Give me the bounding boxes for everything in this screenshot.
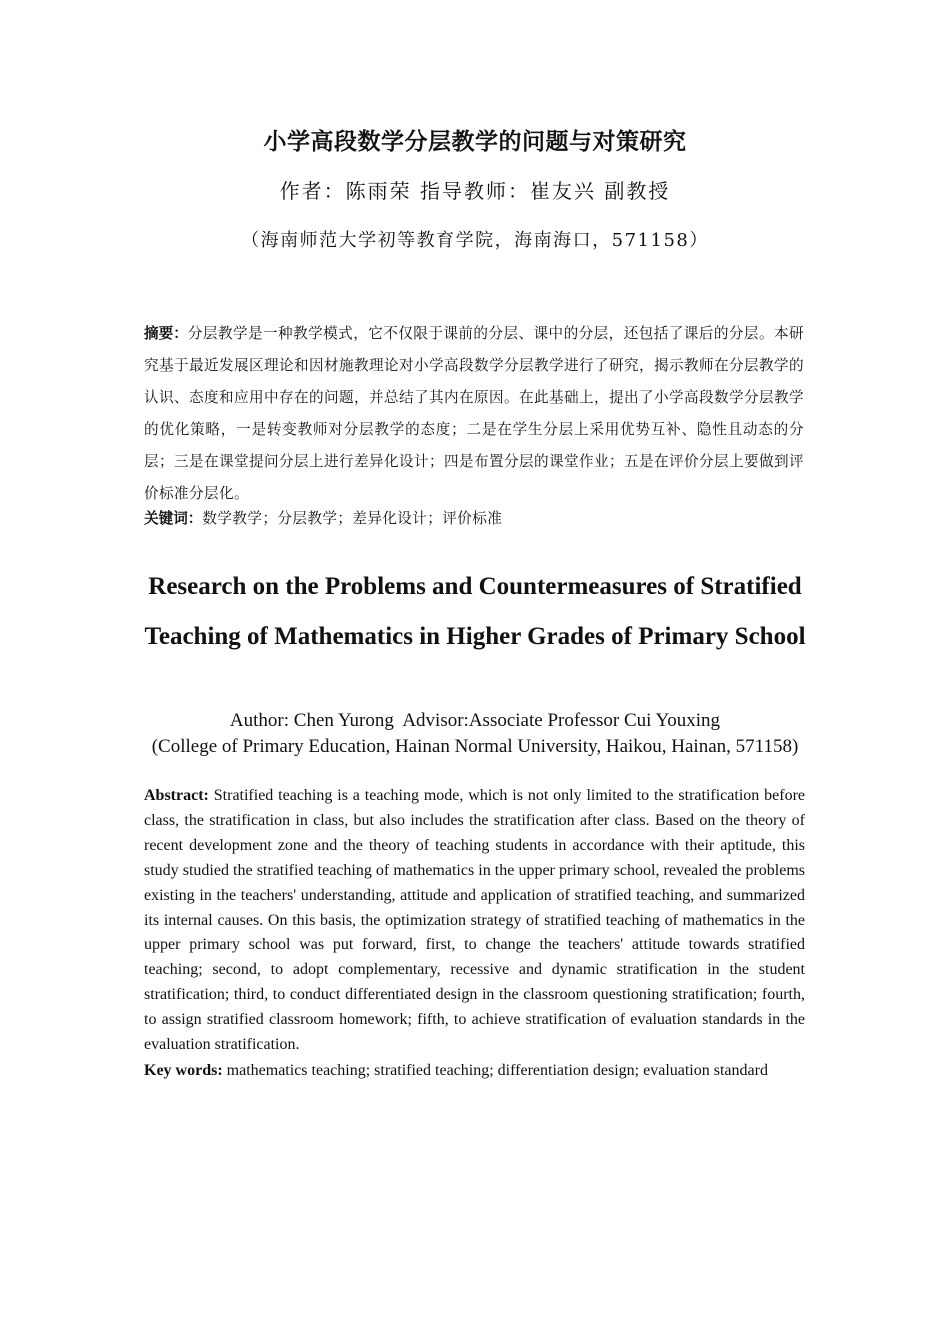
english-keywords-label: Key words: — [144, 1062, 223, 1079]
english-author-line: Author: Chen Yurong Advisor:Associate Professor Cui Youxing — [229, 710, 721, 731]
english-keywords — [144, 1058, 824, 1084]
chinese-title: 小学高段数学分层教学的问题与对策研究 — [263, 129, 687, 155]
chinese-abstract — [144, 318, 804, 510]
chinese-abstract-text: 分层教学是一种教学模式，它不仅限于课前的分层、课中的分层，还包括了课后的分层。本研究基于最近发展区理论和因材施教理论对小学高段数学分层教学进行了研究，揭示教师在分层教学的认识、态度和应用中存在的问题，并总结了其内在原因。在此基础上，提出了小学高段数学分层教学的优化策略，一是转变教师对分层教学的态度；二是在学生分层上采用优势互补、隐性且动态的分层；三是在课堂提问分层上进行差异化设计；四是布置分层的课堂作业；五是在评价分层上要做到评价标准分层化。 — [144, 325, 804, 502]
chinese-keywords-label: 关键词： — [144, 510, 203, 527]
chinese-abstract-label: 摘要： — [144, 325, 188, 342]
english-abstract-text: Stratified teaching is a teaching mode, which is not only limited to the stratification before class, the stratification in class, but also includes the stratification after class. Based on the theory of recent development zone and the theory of teaching students in accordance with their aptitude, this study studied the stratified teaching of mathematics in the upper primary school, revealed the problems existing in the teachers' understanding, attitude and application of stratified teaching, and summarized its internal causes. On this basis, the optimization strategy of stratified teaching of mathematics in the upper primary school was put forward, first, to change the teachers' attitude towards stratified teaching; second, to adopt complementary, recessive and dynamic stratification in the student stratification; third, to conduct differentiated design in the classroom questioning stratification; fourth, to assign stratified classroom homework; fifth, to achieve stratification of evaluation standards in the evaluation stratification. — [144, 787, 806, 1054]
chinese-keywords — [144, 506, 804, 532]
english-title: Research on the Problems and Countermeasures of Stratified Teaching of Mathematics in Higher Grades of Primary School — [144, 573, 806, 650]
english-affiliation: (College of Primary Education, Hainan Normal University, Haikou, Hainan, 571158) — [151, 736, 799, 757]
english-abstract — [144, 784, 805, 1058]
chinese-author-line: 作者：陈雨荣 指导教师：崔友兴 副教授 — [279, 179, 671, 203]
chinese-affiliation: （海南师范大学初等教育学院，海南海口，571158） — [241, 230, 709, 251]
english-abstract-label: Abstract: — [144, 787, 209, 804]
chinese-keywords-text: 数学教学；分层教学；差异化设计；评价标准 — [202, 510, 503, 527]
english-keywords-text: mathematics teaching; stratified teaching; differentiation design; evaluation standard — [226, 1062, 768, 1079]
